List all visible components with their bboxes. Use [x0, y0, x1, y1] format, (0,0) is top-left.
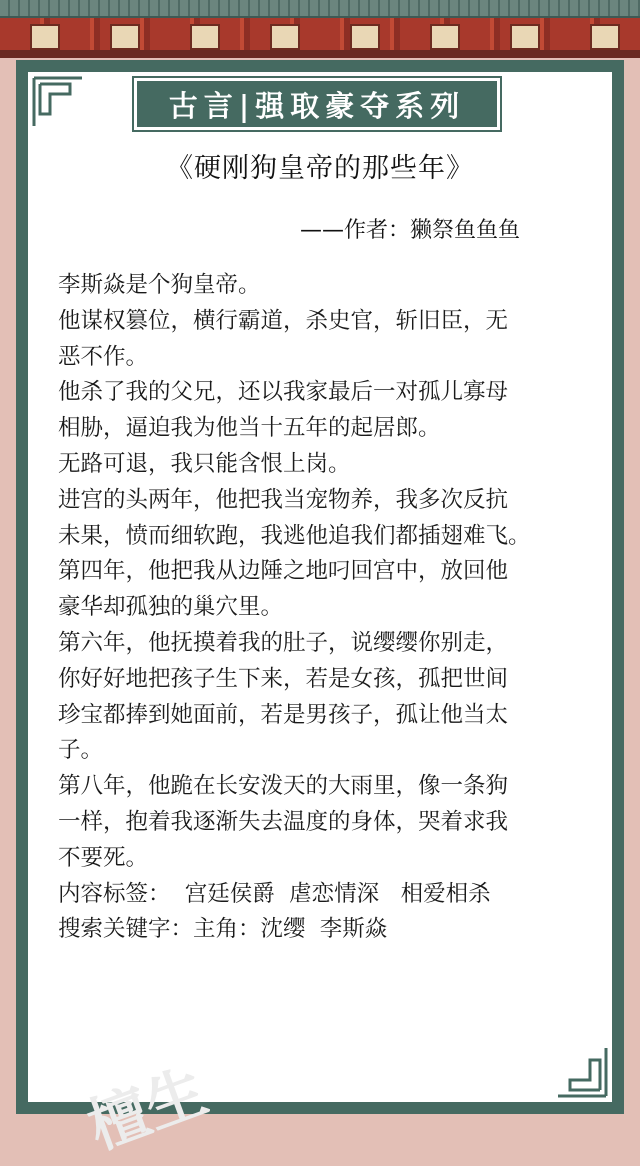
book-title: 《硬刚狗皇帝的那些年》 — [166, 153, 474, 184]
book-author: ——作者：獭祭鱼鱼鱼 — [300, 218, 521, 243]
synopsis-line: 恶不作。 — [58, 343, 149, 370]
synopsis-line: 你好好地把孩子生下来，若是女孩，孤把世间 — [58, 665, 509, 692]
synopsis-line: 第八年，他跪在长安泼天的大雨里，像一条狗 — [58, 773, 509, 800]
roof-tiles — [0, 0, 640, 16]
window-decor — [30, 24, 60, 50]
palace-banner — [0, 0, 640, 58]
window-decor — [350, 24, 380, 50]
synopsis-line: 相胁，逼迫我为他当十五年的起居郎。 — [58, 415, 441, 442]
synopsis — [58, 268, 598, 948]
synopsis-line: 不要死。 — [58, 844, 149, 871]
synopsis-line: 他杀了我的父兄，还以我家最后一对孤儿寡母 — [58, 379, 509, 406]
synopsis-line: 珍宝都捧到她面前，若是男孩子，孤让他当太 — [58, 701, 509, 728]
corner-ornament-icon — [554, 1044, 610, 1100]
synopsis-line: 第四年，他把我从边陲之地叼回宫中，放回他 — [58, 558, 509, 585]
synopsis-line: 他谋权篡位，横行霸道，杀史官，斩旧臣，无 — [58, 307, 509, 334]
window-decor — [430, 24, 460, 50]
search-keywords: 搜索关键字：主角：沈缨 李斯焱 — [58, 916, 388, 943]
synopsis-line: 进宫的头两年，他把我当宠物养，我多次反抗 — [58, 486, 509, 513]
window-decor — [270, 24, 300, 50]
synopsis-line: 无路可退，我只能含恨上岗。 — [58, 450, 351, 477]
window-decor — [510, 24, 540, 50]
content-tags: 内容标签： 宫廷侯爵 虐恋情深 相爱相杀 — [58, 880, 491, 907]
synopsis-line: 未果，愤而细软跑，我逃他追我们都插翅难飞。 — [58, 522, 531, 549]
series-header — [134, 78, 500, 130]
watermark: 檀生 — [79, 1056, 217, 1164]
synopsis-line: 子。 — [58, 737, 104, 764]
synopsis-line: 一样，抱着我逐渐失去温度的身体，哭着求我 — [58, 808, 509, 835]
synopsis-line: 豪华却孤独的巢穴里。 — [58, 594, 284, 621]
corner-ornament-icon — [30, 74, 86, 130]
window-decor — [190, 24, 220, 50]
synopsis-line: 李斯焱是个狗皇帝。 — [58, 272, 261, 298]
window-decor — [590, 24, 620, 50]
series-label: 古言|强取豪夺系列 — [168, 88, 466, 123]
window-decor — [110, 24, 140, 50]
synopsis-line: 第六年，他抚摸着我的肚子，说缨缨你别走， — [58, 629, 509, 656]
palace-beam — [0, 50, 640, 58]
